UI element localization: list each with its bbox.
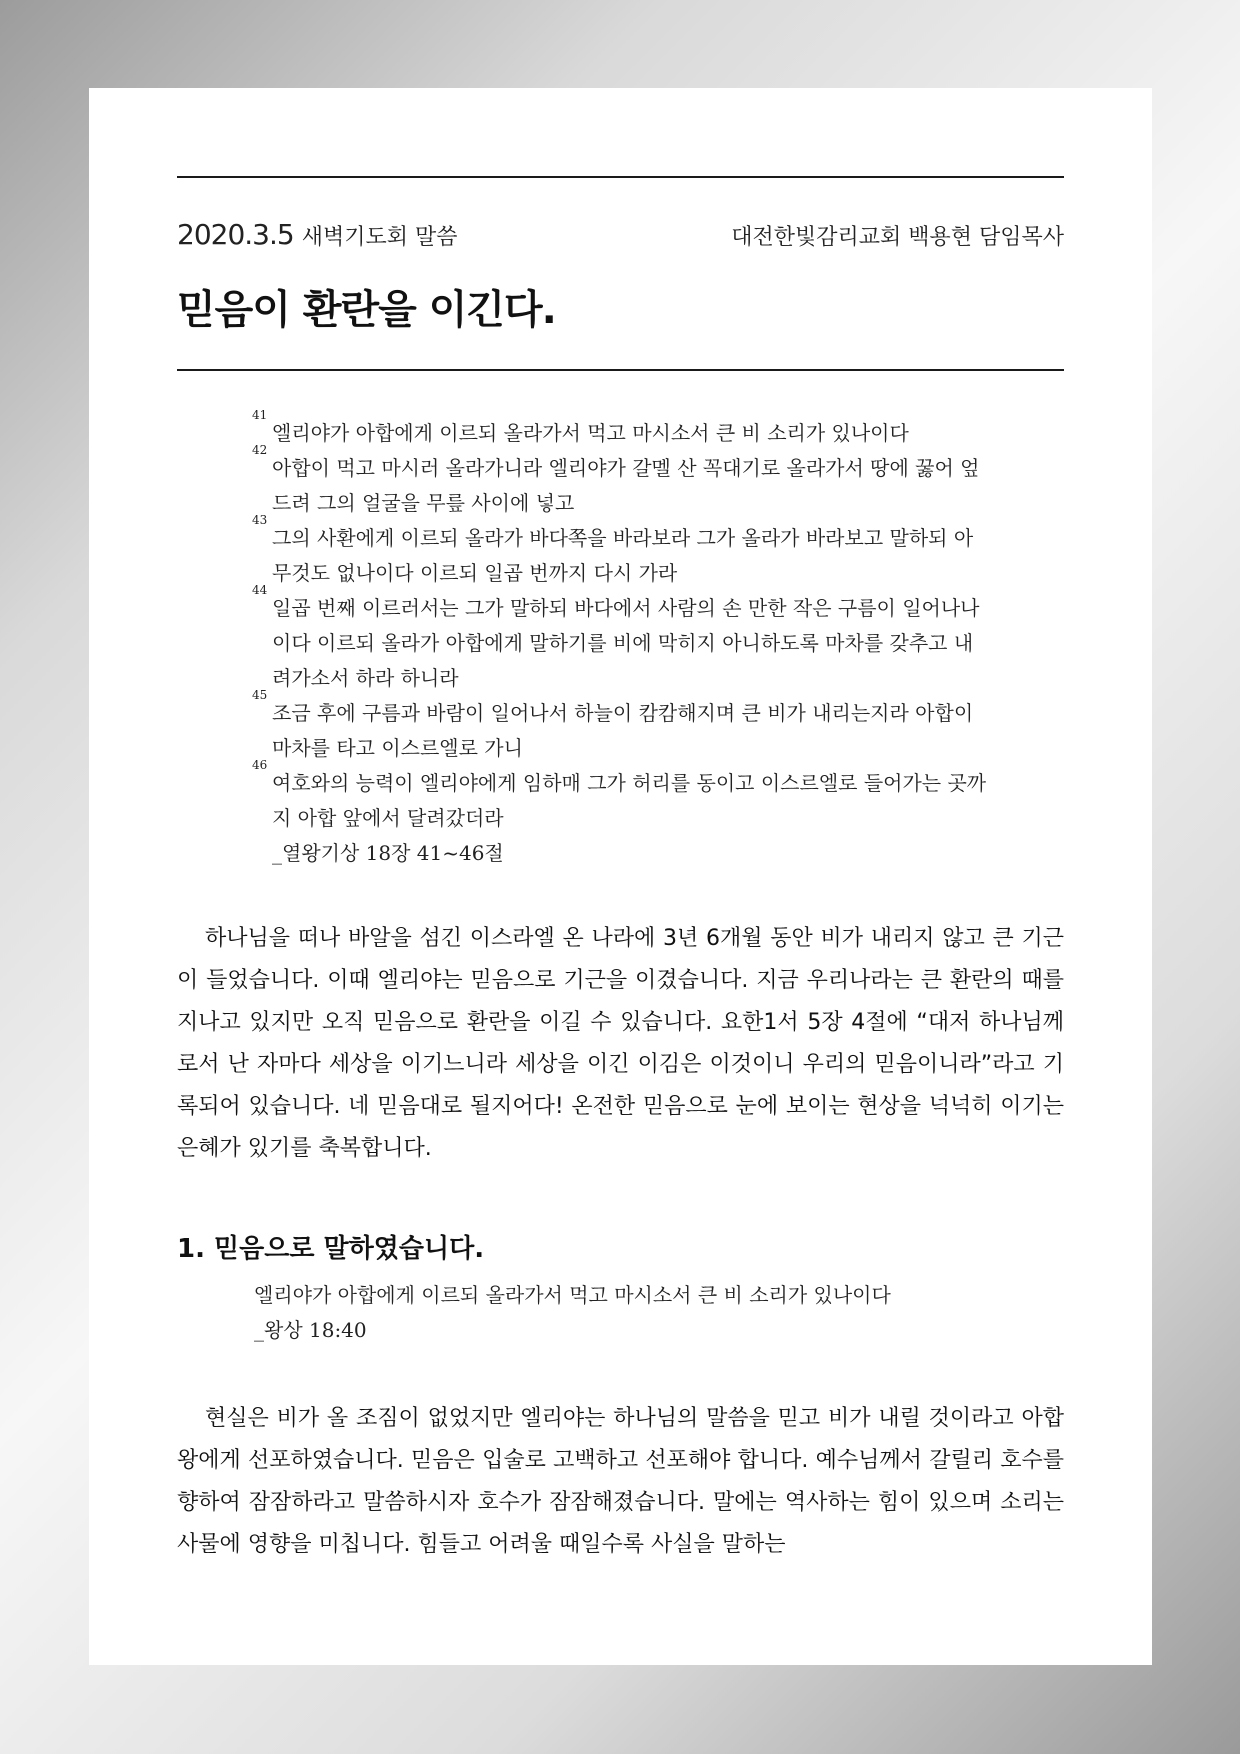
verse bbox=[252, 408, 989, 451]
verse-text: 그의 사환에게 이르되 올라가 바다쪽을 바라보라 그가 올라가 바라보고 말하되 아무것도 없나이다 이르되 일곱 번까지 다시 가라 bbox=[272, 526, 974, 585]
scripture-reference: _열왕기상 18장 41~46절 bbox=[272, 841, 504, 865]
verse bbox=[252, 688, 989, 766]
sermon-title: 믿음이 환란을 이긴다. bbox=[177, 287, 556, 333]
pastor-name: 백용현 bbox=[908, 225, 972, 250]
sermon-date-service bbox=[177, 218, 457, 251]
verse-number: 43 bbox=[252, 513, 268, 527]
sermon-header bbox=[177, 218, 1064, 251]
verse-text: 엘리야가 아합에게 이르되 올라가서 먹고 마시소서 큰 비 소리가 있나이다 bbox=[272, 421, 909, 445]
verse-number: 45 bbox=[252, 688, 268, 702]
verse bbox=[252, 583, 989, 696]
verse bbox=[252, 758, 989, 836]
verse-text: 일곱 번째 이르러서는 그가 말하되 바다에서 사람의 손 만한 작은 구름이 일어나나이다 이르되 올라가 아합에게 말하기를 비에 막히지 아니하도록 마차를 갖추고 내려가소서 하라 하니라 bbox=[272, 596, 980, 690]
pastor-title: 담임목사 bbox=[978, 225, 1064, 250]
verse-number: 44 bbox=[252, 583, 268, 597]
title-divider bbox=[177, 369, 1064, 371]
verse bbox=[252, 513, 989, 591]
section-quote-text: 엘리야가 아합에게 이르되 올라가서 먹고 마시소서 큰 비 소리가 있나이다 bbox=[254, 1283, 891, 1307]
verse-number: 46 bbox=[252, 758, 268, 772]
church-name: 대전한빛감리교회 bbox=[731, 225, 902, 250]
section-quote bbox=[254, 1278, 989, 1348]
section-heading: 1. 믿음으로 말하였습니다. bbox=[177, 1234, 485, 1264]
verse-number: 41 bbox=[252, 408, 268, 422]
verse-text: 아합이 먹고 마시러 올라가니라 엘리야가 갈멜 산 꼭대기로 올라가서 땅에 꿇어 엎드려 그의 얼굴을 무릎 사이에 넣고 bbox=[272, 456, 980, 515]
document-page bbox=[89, 88, 1152, 1665]
verse-number: 42 bbox=[252, 443, 268, 457]
scripture-passage bbox=[252, 408, 989, 871]
service-name: 새벽기도회 말씀 bbox=[301, 225, 458, 250]
verse-text: 조금 후에 구름과 바람이 일어나서 하늘이 캄캄해지며 큰 비가 내리는지라 아합이 마차를 타고 이스르엘로 가니 bbox=[272, 701, 974, 760]
section-quote-reference: _왕상 18:40 bbox=[254, 1318, 367, 1342]
verse bbox=[252, 443, 989, 521]
intro-paragraph: 하나님을 떠나 바알을 섬긴 이스라엘 온 나라에 3년 6개월 동안 비가 내리지 않고 큰 기근이 들었습니다. 이때 엘리야는 믿음으로 기근을 이겼습니다. 지금 우리나라는 큰 환란의 때를 지나고 있지만 오직 믿음으로 환란을 이길 수 있습니다. 요한1서 5장 4절에 “대저 하나님께로서 난 자마다 세상을 이기느니라 세상을 이긴 이김은 이것이니 우리의 믿음이니라”라고 기록되어 있습니다. 네 믿음대로 될지어다! 온전한 믿음으로 눈에 보이는 현상을 넉넉히 이기는 은혜가 있기를 축복합니다. bbox=[177, 926, 1064, 1161]
verse-text: 여호와의 능력이 엘리야에게 임하매 그가 허리를 동이고 이스르엘로 들어가는 곳까지 아합 앞에서 달려갔더라 bbox=[272, 771, 987, 830]
section-paragraph: 현실은 비가 올 조짐이 없었지만 엘리야는 하나님의 말씀을 믿고 비가 내릴 것이라고 아합왕에게 선포하였습니다. 믿음은 입술로 고백하고 선포해야 합니다. 예수님께서 갈릴리 호수를 향하여 잠잠하라고 말씀하시자 호수가 잠잠해졌습니다. 말에는 역사하는 힘이 있으며 소리는 사물에 영향을 미칩니다. 힘들고 어려울 때일수록 사실을 말하는 bbox=[177, 1406, 1064, 1557]
church-pastor bbox=[731, 220, 1064, 251]
sermon-date: 2020.3.5 bbox=[177, 218, 294, 251]
top-divider bbox=[177, 176, 1064, 178]
